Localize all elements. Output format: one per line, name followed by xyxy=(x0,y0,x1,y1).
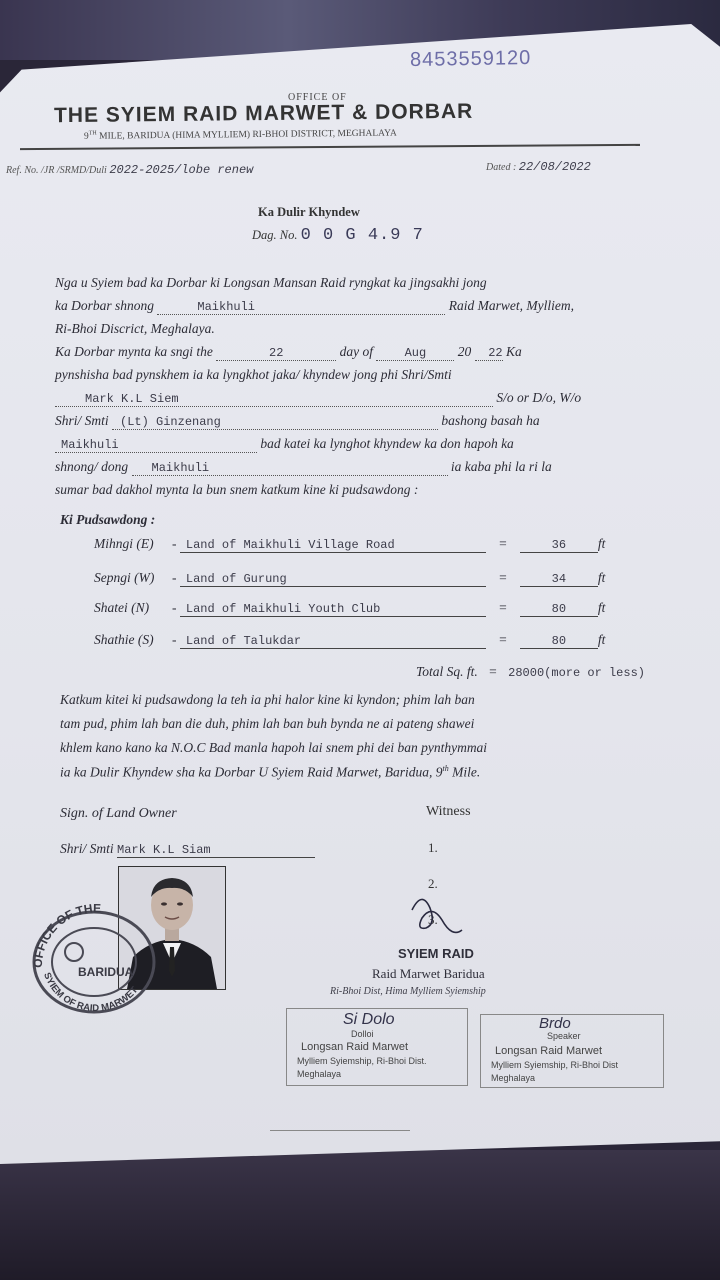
boundary-length: 80 xyxy=(520,602,598,617)
boundary-row: Shathie (S) - Land of Talukdar = 80 ft xyxy=(94,632,606,648)
dated-field xyxy=(486,160,591,174)
shri-label: Shri/ Smti xyxy=(60,841,114,856)
boundary-label: Shathie (S) xyxy=(94,632,154,647)
bottom-rule xyxy=(270,1130,410,1131)
boundary-unit: ft xyxy=(597,632,606,647)
dolloi-line-3: Meghalaya xyxy=(297,1069,342,1079)
owner-sign-label: Sign. of Land Owner xyxy=(60,806,177,821)
boundary-row: Mihngi (E) - Land of Maikhuli Village Road = 36 ft xyxy=(94,536,606,552)
boundary-value: Land of Talukdar xyxy=(180,634,486,649)
para-line-9a: shnong/ dong xyxy=(55,459,129,474)
syiem-stamp-line-3: Ri-Bhoi Dist, Hima Mylliem Syiemship xyxy=(330,986,486,997)
speaker-line-3: Meghalaya xyxy=(491,1073,536,1083)
address-prefix: 9 xyxy=(83,131,89,142)
para-line-10: sumar bad dakhol mynta la bun snem katkum kine ki pudsawdong : xyxy=(55,482,419,497)
para-line-9 xyxy=(55,459,552,476)
address-text: MILE, BARIDUA (HIMA MYLLIEM) RI-BHOI DISTRICT, MEGHALAYA xyxy=(99,128,397,142)
dag-number xyxy=(252,226,424,245)
para-line-7 xyxy=(55,413,540,430)
boundary-label: Sepngi (W) xyxy=(94,570,155,585)
boundary-length: 34 xyxy=(520,572,598,587)
para-line-8b: bad katei ka lynghot khyndew ka don hapoh ka xyxy=(260,436,514,451)
total-label: Total Sq. ft. xyxy=(416,664,478,679)
month-value: Aug xyxy=(376,346,454,361)
boundary-length: 80 xyxy=(520,634,598,649)
closing-sup: th xyxy=(442,764,449,773)
office-title: THE SYIEM RAID MARWET & DORBAR xyxy=(53,99,474,128)
closing-line-1: Katkum kitei ki pudsawdong la teh ia phi halor kine ki kyndon; phim lah ban xyxy=(60,692,475,707)
para-line-2b: Raid Marwet, Mylliem, xyxy=(448,298,574,313)
seal-center-text: BARIDUA xyxy=(78,965,134,979)
seal-graphic xyxy=(24,896,164,1016)
boundary-value: Land of Gurung xyxy=(180,572,486,587)
dolloi-line-1: Longsan Raid Marwet xyxy=(301,1041,409,1053)
syiem-stamp-line-2: Raid Marwet Baridua xyxy=(372,966,485,981)
dag-label: Dag. No. xyxy=(252,228,298,242)
para-line-6 xyxy=(55,390,581,407)
dolloi-signature: Si Dolo xyxy=(343,1011,395,1028)
witness-3: 3. xyxy=(428,912,438,927)
para-line-4 xyxy=(55,344,522,361)
witness-signature xyxy=(402,890,482,950)
office-seal xyxy=(24,896,164,1016)
para-line-4a: Ka Dorbar mynta ka sngi the xyxy=(55,344,213,359)
form-title: Ka Dulir Khyndew xyxy=(258,205,360,219)
svg-text:OFFICE OF THE xyxy=(31,901,101,968)
boundary-value: Land of Maikhuli Village Road xyxy=(180,538,486,553)
witness-2: 2. xyxy=(428,876,438,891)
dolloi-line-2: Mylliem Syiemship, Ri-Bhoi Dist. xyxy=(297,1056,427,1066)
boundary-row: Shatei (N) - Land of Maikhuli Youth Club = 80 ft xyxy=(94,600,606,616)
boundary-unit: ft xyxy=(597,536,606,551)
boundary-label: Shatei (N) xyxy=(94,600,150,615)
seal-bottom-text: SYIEM OF RAID MARWET xyxy=(41,971,141,1015)
day-value: 22 xyxy=(216,346,336,361)
para-line-4d: Ka xyxy=(506,344,522,359)
para-line-4c: 20 xyxy=(457,344,472,359)
speaker-signature: Brdo xyxy=(539,1015,571,1032)
dated-value: 22/08/2022 xyxy=(518,160,591,174)
dong-value: Maikhuli xyxy=(132,461,448,476)
boundary-unit: ft xyxy=(597,570,606,585)
address-sup: TH xyxy=(88,130,97,137)
para-line-2a: ka Dorbar shnong xyxy=(55,298,155,313)
dated-label: Dated : xyxy=(486,162,517,173)
para-line-4b: day of xyxy=(339,344,373,359)
speaker-role: Speaker xyxy=(547,1031,581,1041)
speaker-line-2: Mylliem Syiemship, Ri-Bhoi Dist xyxy=(491,1060,619,1070)
boundary-length: 36 xyxy=(520,538,598,553)
closing-line-4a: ia ka Dulir Khyndew sha ka Dorbar U Syiem Raid Marwet, Baridua, 9 xyxy=(60,764,443,780)
closing-line-2: tam pud, phim lah ban die duh, phim lah ban buh bynda ne ai pateng shawei xyxy=(60,716,475,731)
boundary-value: Land of Maikhuli Youth Club xyxy=(180,602,486,617)
para-line-9b: ia kaba phi la ri la xyxy=(450,459,552,474)
para-line-8 xyxy=(55,436,514,453)
para-line-7a: Shri/ Smti xyxy=(55,413,109,428)
para-line-1: Nga u Syiem bad ka Dorbar ki Longsan Mansan Raid ryngkat ka jingsakhi jong xyxy=(55,275,487,290)
para-line-2 xyxy=(55,298,574,315)
handwritten-phone-number: 8453559120 xyxy=(409,46,532,72)
dag-value: 0 0 G 4.9 7 xyxy=(300,226,424,245)
syiem-stamp-line-1: SYIEM RAID xyxy=(398,946,474,961)
boundary-label: Mihngi (E) xyxy=(94,536,154,551)
seal-emblem-icon xyxy=(65,943,83,961)
para-line-3: Ri-Bhoi Discrict, Meghalaya. xyxy=(55,321,215,336)
residence-value: Maikhuli xyxy=(55,438,257,453)
para-line-7b: bashong basah ha xyxy=(441,413,540,428)
closing-line-3: khlem kano kano ka N.O.C Bad manla hapoh lai snem phi dei ban pynthymmai xyxy=(60,740,488,755)
office-of-label: OFFICE OF xyxy=(288,92,347,103)
ref-value: 2022-2025/lobe renew xyxy=(109,163,254,177)
shnong-value: Maikhuli xyxy=(157,300,445,315)
closing-line-4b: Mile. xyxy=(448,764,481,780)
total-area: Total Sq. ft. = 28000(more or less) xyxy=(416,664,645,680)
witness-1: 1. xyxy=(428,840,438,855)
background-surface xyxy=(0,1150,720,1280)
total-value: 28000(more or less) xyxy=(508,666,645,680)
closing-line-4 xyxy=(60,764,480,781)
witness-label: Witness xyxy=(426,804,471,819)
para-line-6b: S/o or D/o, W/o xyxy=(496,390,582,405)
seal-top-text: OFFICE OF THE xyxy=(30,901,102,969)
dolloi-role: Dolloi xyxy=(351,1029,374,1039)
boundary-row: Sepngi (W) - Land of Gurung = 34 ft xyxy=(94,570,606,586)
parent-value: (Lt) Ginzenang xyxy=(112,415,438,430)
speaker-stamp xyxy=(480,1014,664,1088)
para-line-5: pynshisha bad pynskhem ia ka lyngkhot jaka/ khyndew jong phi Shri/Smti xyxy=(55,367,452,382)
boundaries-heading: Ki Pudsawdong : xyxy=(60,512,156,527)
owner-name-line xyxy=(60,841,315,858)
ref-label: Ref. No. /JR /SRMD/Duli xyxy=(6,165,107,176)
speaker-line-1: Longsan Raid Marwet xyxy=(495,1045,603,1057)
owner-name-value: Mark K.L Siam xyxy=(117,843,315,858)
boundary-unit: ft xyxy=(597,600,606,615)
ref-number xyxy=(6,163,253,177)
owner-value: Mark K.L Siem xyxy=(55,392,493,407)
dolloi-stamp xyxy=(286,1008,468,1086)
year-value: 22 xyxy=(475,346,503,361)
